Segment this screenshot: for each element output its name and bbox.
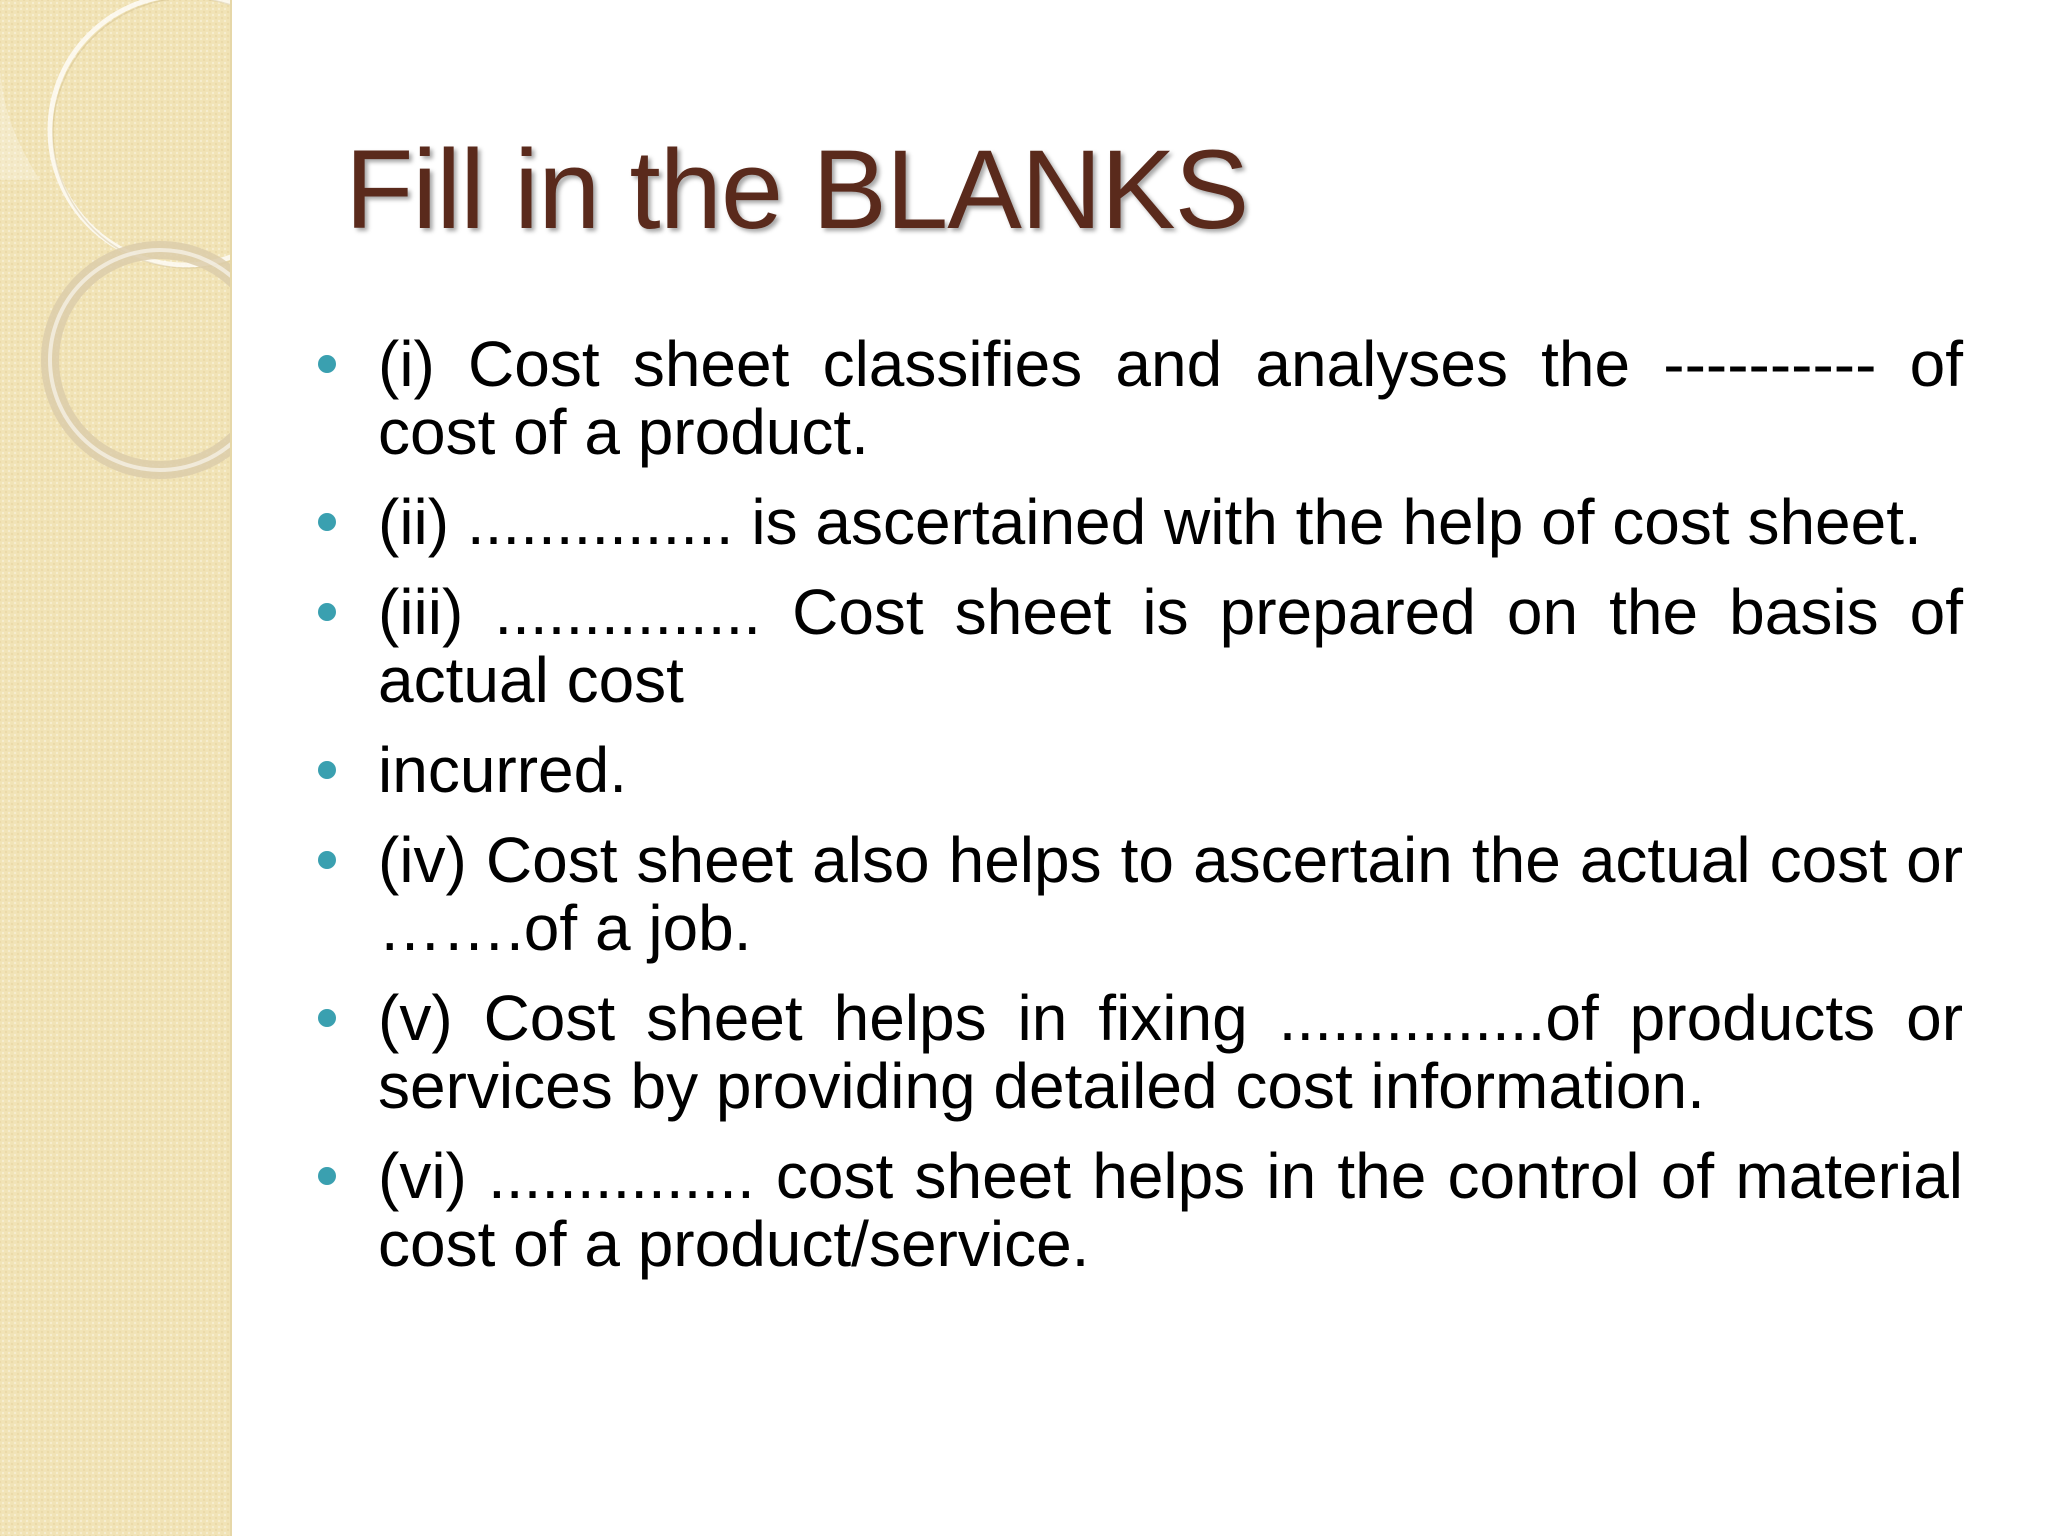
decorative-side-panel — [0, 0, 232, 1536]
decorative-rings-icon — [0, 0, 230, 520]
bullet-text: (vi) ............... cost sheet helps in the control of material cost of a product/service. — [378, 1140, 1963, 1280]
circle-bullet-icon — [318, 355, 336, 373]
list-item — [378, 984, 1963, 1120]
bullet-list — [378, 330, 1963, 1300]
bullet-text: (iv) Cost sheet also helps to ascertain the actual cost or …….of a job. — [378, 824, 1963, 964]
circle-bullet-icon — [318, 851, 336, 869]
bullet-text: (iii) ............... Cost sheet is prepared on the basis of actual cost — [378, 576, 1963, 716]
list-item — [378, 736, 1963, 804]
list-item — [378, 826, 1963, 962]
bullet-text: (i) Cost sheet classifies and analyses the ---------- of cost of a product. — [378, 328, 1963, 468]
bullet-text: incurred. — [378, 734, 627, 806]
circle-bullet-icon — [318, 1009, 336, 1027]
list-item — [378, 578, 1963, 714]
list-item — [378, 1142, 1963, 1278]
list-item — [378, 488, 1963, 556]
slide-title: Fill in the BLANKS — [345, 127, 1249, 252]
bullet-text: (v) Cost sheet helps in fixing ...............of products or services by providing detailed cost information. — [378, 982, 1963, 1122]
circle-bullet-icon — [318, 603, 336, 621]
circle-bullet-icon — [318, 513, 336, 531]
list-item — [378, 330, 1963, 466]
circle-bullet-icon — [318, 761, 336, 779]
bullet-text: (ii) ............... is ascertained with the help of cost sheet. — [378, 486, 1922, 558]
circle-bullet-icon — [318, 1167, 336, 1185]
